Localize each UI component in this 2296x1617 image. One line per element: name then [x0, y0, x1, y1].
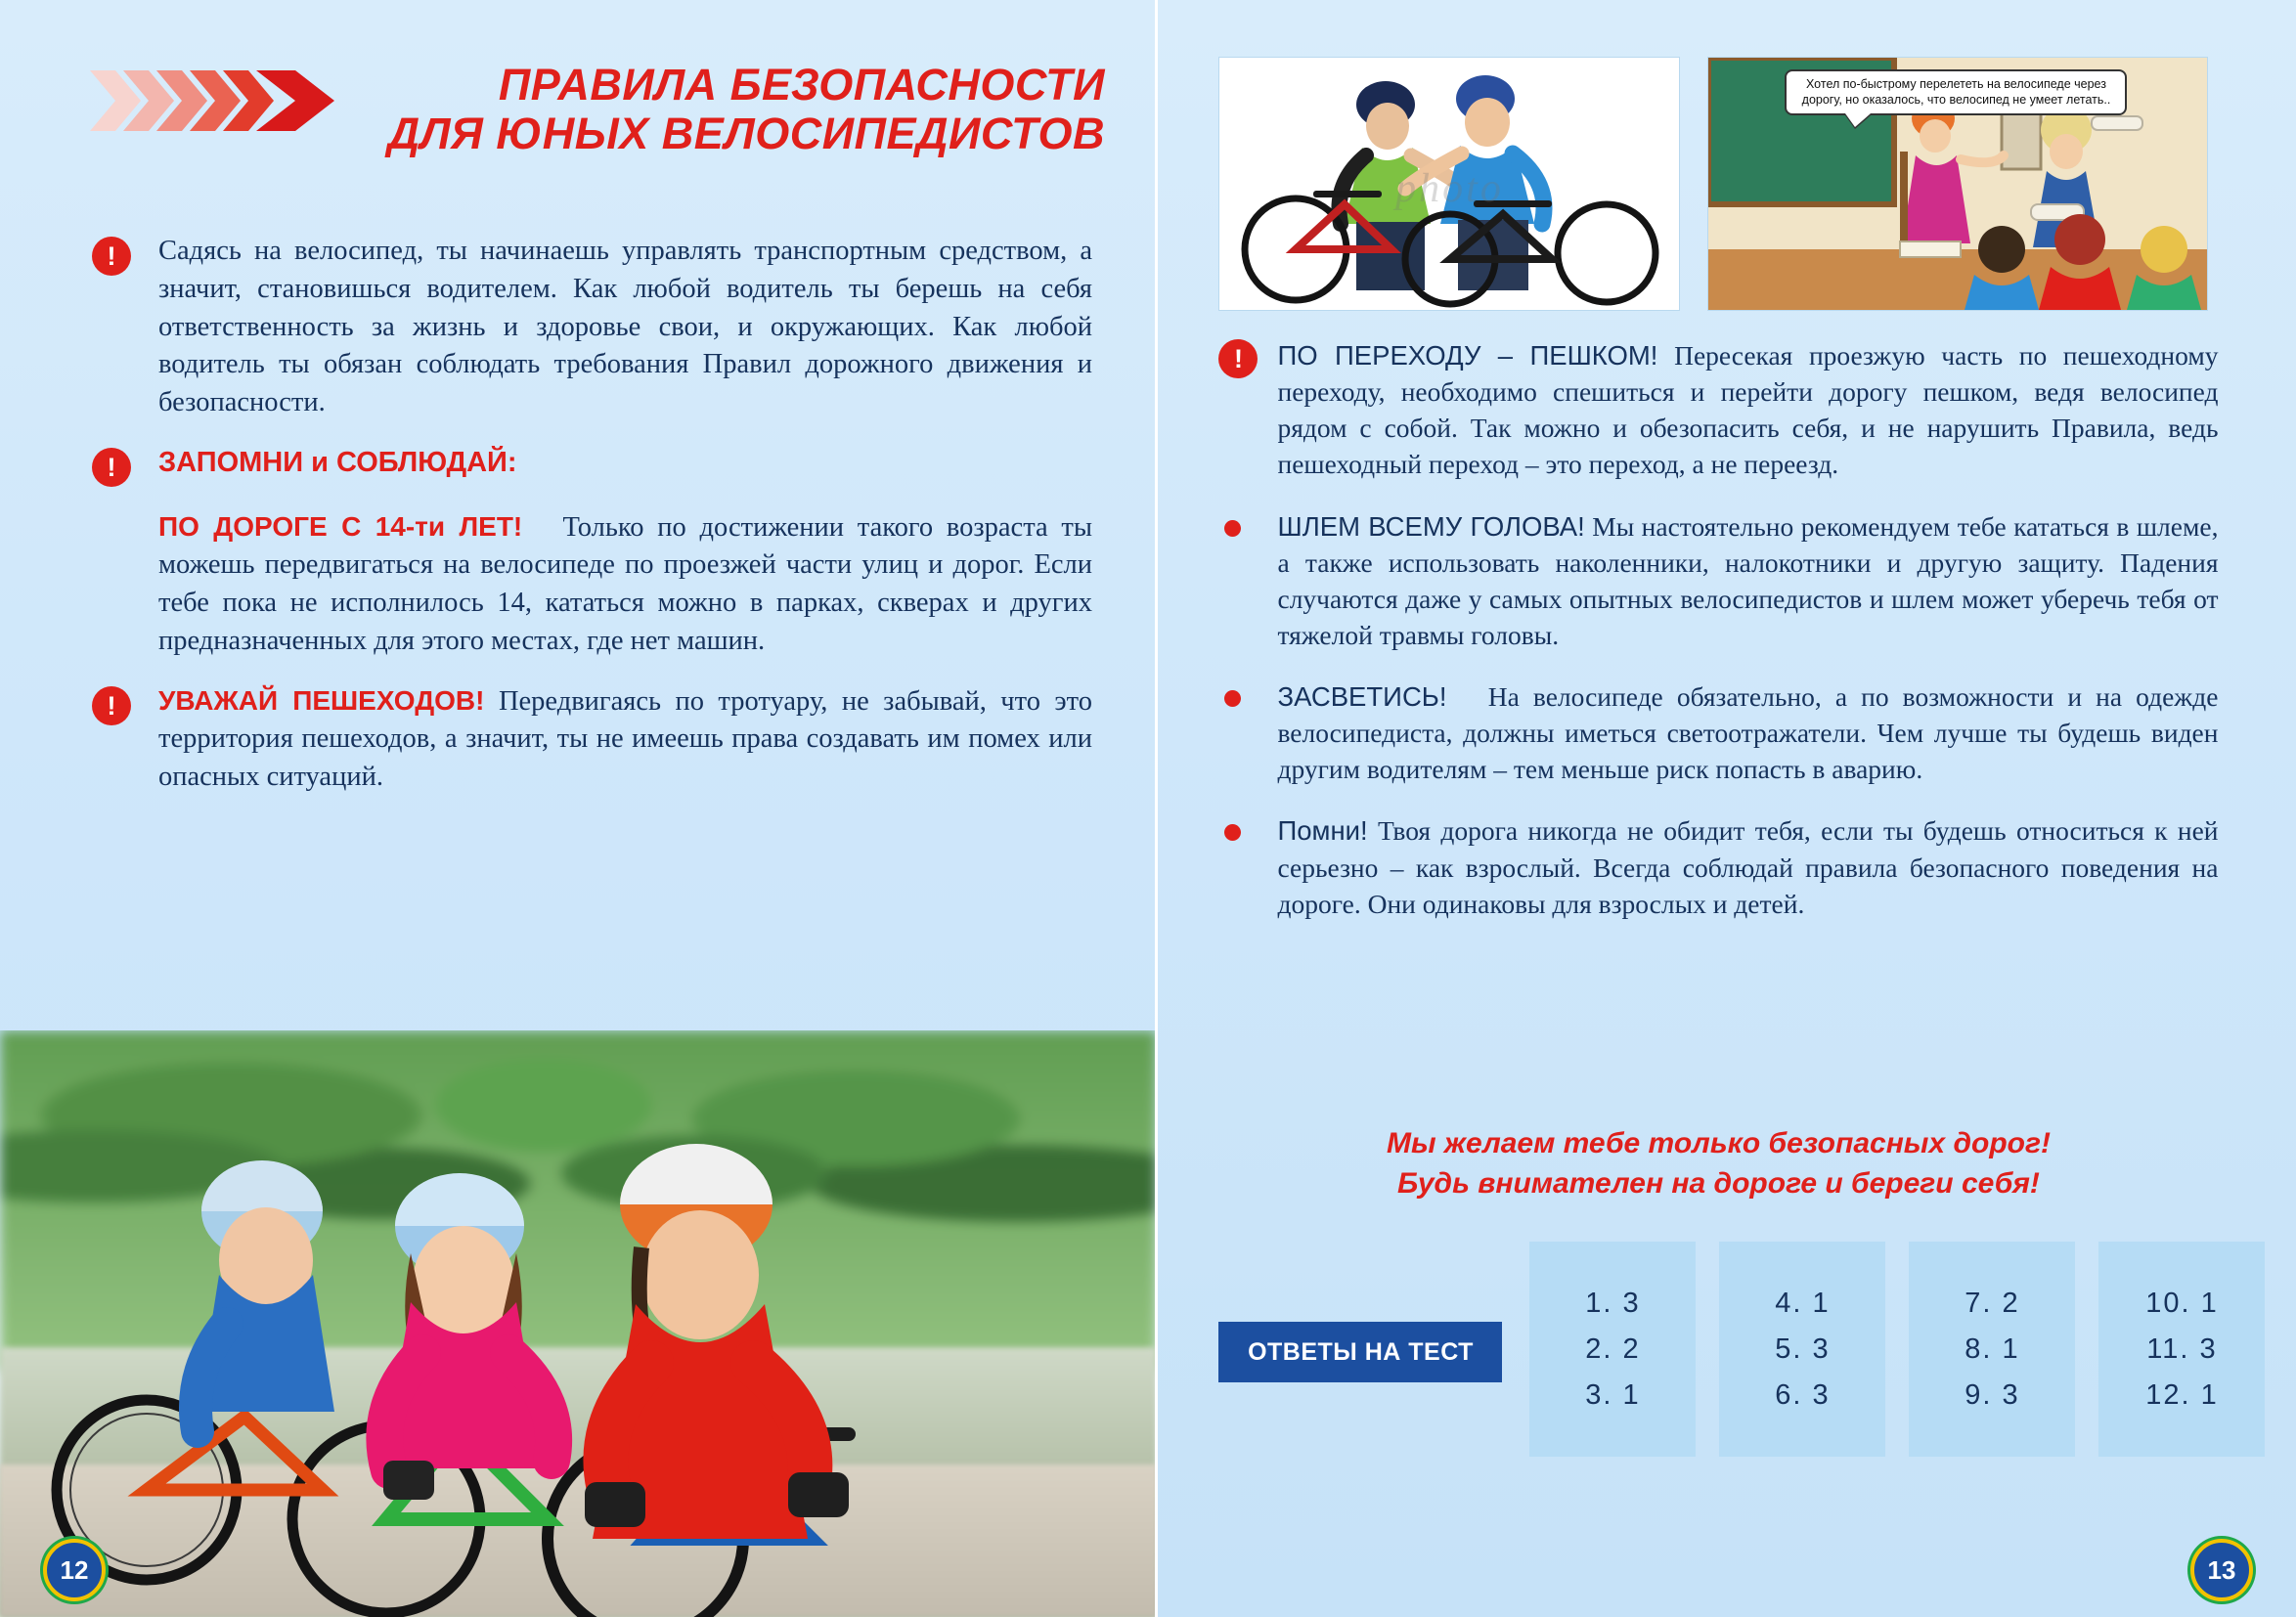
paragraph-crosswalk — [1218, 337, 2218, 483]
left-text-column — [107, 233, 1092, 818]
photo-children-cycling — [0, 1030, 1155, 1617]
chevron-decoration — [90, 70, 354, 131]
bullet-icon — [1224, 824, 1241, 841]
cyclists-illustration — [0, 1030, 1155, 1617]
photo-comic-classroom — [1707, 57, 2208, 311]
paragraph-crosswalk-text: Пересекая проезжую часть по пешеходному переходу, необходимо спешиться и перейти дорогу пешком, ведя велосипед рядом с собой. Так можно и обезопасить себя, и не нарушить Правила, ведь пешеходный переход – это переход, а не переезд. — [1277, 340, 2219, 480]
top-images-row — [1218, 57, 2208, 311]
answers-column — [1909, 1242, 2075, 1457]
answers-column — [1529, 1242, 1696, 1457]
paragraph-age-rule — [158, 508, 1092, 661]
exclamation-icon: ! — [92, 237, 131, 276]
exclamation-icon: ! — [1218, 339, 1258, 378]
answer-item: 7. 2 — [1965, 1287, 2020, 1319]
page-title — [323, 61, 1105, 159]
test-answers-block — [1218, 1242, 2226, 1457]
title-line-2: ДЛЯ ЮНЫХ ВЕЛОСИПЕДИСТОВ — [387, 109, 1105, 159]
heading-remember — [107, 444, 1092, 483]
answers-label: ОТВЕТЫ НА ТЕСТ — [1218, 1322, 1502, 1382]
paragraph-remember-text: Твоя дорога никогда не обидит тебя, если ты будешь относиться к ней серьезно – как взрослый. Всегда соблюдай правила безопасного поведения на дороге. Они одинаковы для взрослых и детей. — [1277, 815, 2219, 919]
page-number-right: 13 — [2190, 1539, 2253, 1601]
heading-remember-text: ЗАПОМНИ и СОБЛЮДАЙ: — [158, 446, 517, 478]
paragraph-crosswalk-heading: ПО ПЕРЕХОДУ – ПЕШКОМ! — [1277, 340, 1658, 371]
closing-wish-line-1: Мы желаем тебе только безопасных дорог! — [1386, 1127, 2051, 1159]
paragraph-respect-pedestrians — [107, 682, 1092, 797]
paragraph-remember — [1218, 812, 2218, 921]
answers-column — [2098, 1242, 2265, 1457]
paragraph-remember-heading: Помни! — [1277, 815, 1368, 847]
chevron-arrows-icon — [90, 70, 354, 131]
paragraph-age-rule-text: Только по достижении такого возраста ты можешь передвигаться на велосипеде по проезжей части улиц и дорог. Если тебе пока не исполнилось 14, кататься можно в парках, скверах и других предназначенных для этого местах, где нет машин. — [158, 511, 1092, 656]
exclamation-icon: ! — [92, 686, 131, 725]
answers-column — [1719, 1242, 1885, 1457]
right-text-column — [1218, 337, 2218, 947]
paragraph-helmet — [1218, 508, 2218, 654]
closing-wish — [1218, 1124, 2218, 1203]
paragraph-respect-text: Передвигаясь по тротуару, не забывай, что это территория пешеходов, а значит, ты не имеешь права создавать им помех или опасных ситуаций. — [158, 685, 1092, 792]
answer-item: 10. 1 — [2145, 1287, 2219, 1319]
paragraph-reflectors-heading: ЗАСВЕТИСЬ! — [1277, 681, 1447, 712]
paragraph-intro-text: Садясь на велосипед, ты начинаешь управлять транспортным средством, а значит, становишься водителем. Как любой водитель ты берешь на себя ответственность за жизнь и здоровье свои, и окружающих. Как любой водитель ты обязан соблюдать требования Правил дорожного движения и безопасности. — [158, 236, 1092, 417]
right-page — [1155, 0, 2296, 1617]
answers-columns — [1529, 1242, 2265, 1457]
answer-item: 1. 3 — [1585, 1287, 1641, 1319]
comic-speech-bubble: Хотел по-быстрому перелететь на велосипеде через дорогу, но оказалось, что велосипед не умеет летать.. — [1785, 69, 2127, 115]
paragraph-reflectors-text: На велосипеде обязательно, а по возможности и на одежде велосипедиста, должны иметься светоотражатели. Чем лучше ты будешь виден другим водителям – тем меньше риск попасть в аварию. — [1277, 681, 2219, 785]
photo-two-boys-with-bikes — [1218, 57, 1680, 311]
closing-wish-line-2: Будь внимателен на дороге и береги себя! — [1397, 1166, 2040, 1200]
answer-item: 6. 3 — [1775, 1378, 1831, 1411]
answer-item: 4. 1 — [1775, 1287, 1831, 1319]
bullet-icon — [1224, 690, 1241, 707]
answer-item: 3. 1 — [1585, 1378, 1641, 1411]
answer-item: 2. 2 — [1585, 1333, 1641, 1365]
paragraph-reflectors — [1218, 678, 2218, 787]
paragraph-helmet-heading: ШЛЕМ ВСЕМУ ГОЛОВА! — [1277, 510, 1585, 542]
answer-item: 11. 3 — [2146, 1333, 2218, 1365]
answer-item: 8. 1 — [1965, 1333, 2020, 1365]
page-number-left: 12 — [43, 1539, 106, 1601]
answer-item: 12. 1 — [2145, 1378, 2219, 1411]
bullet-icon — [1224, 520, 1241, 537]
paragraph-age-rule-heading: ПО ДОРОГЕ С 14-ти ЛЕТ! — [158, 510, 523, 542]
title-line-1: ПРАВИЛА БЕЗОПАСНОСТИ — [498, 60, 1105, 109]
paragraph-respect-heading: УВАЖАЙ ПЕШЕХОДОВ! — [158, 684, 485, 716]
photo-watermark: photo — [1395, 166, 1504, 212]
exclamation-icon: ! — [92, 448, 131, 487]
answer-item: 5. 3 — [1775, 1333, 1831, 1365]
answer-item: 9. 3 — [1965, 1378, 2020, 1411]
paragraph-helmet-text: Мы настоятельно рекомендуем тебе кататься в шлеме, а также использовать наколенники, налокотники и другую защиту. Падения случаются даже у самых опытных велосипедистов и шлем может уберечь тебя от тяжелой травмы головы. — [1277, 510, 2219, 650]
paragraph-intro — [107, 233, 1092, 422]
